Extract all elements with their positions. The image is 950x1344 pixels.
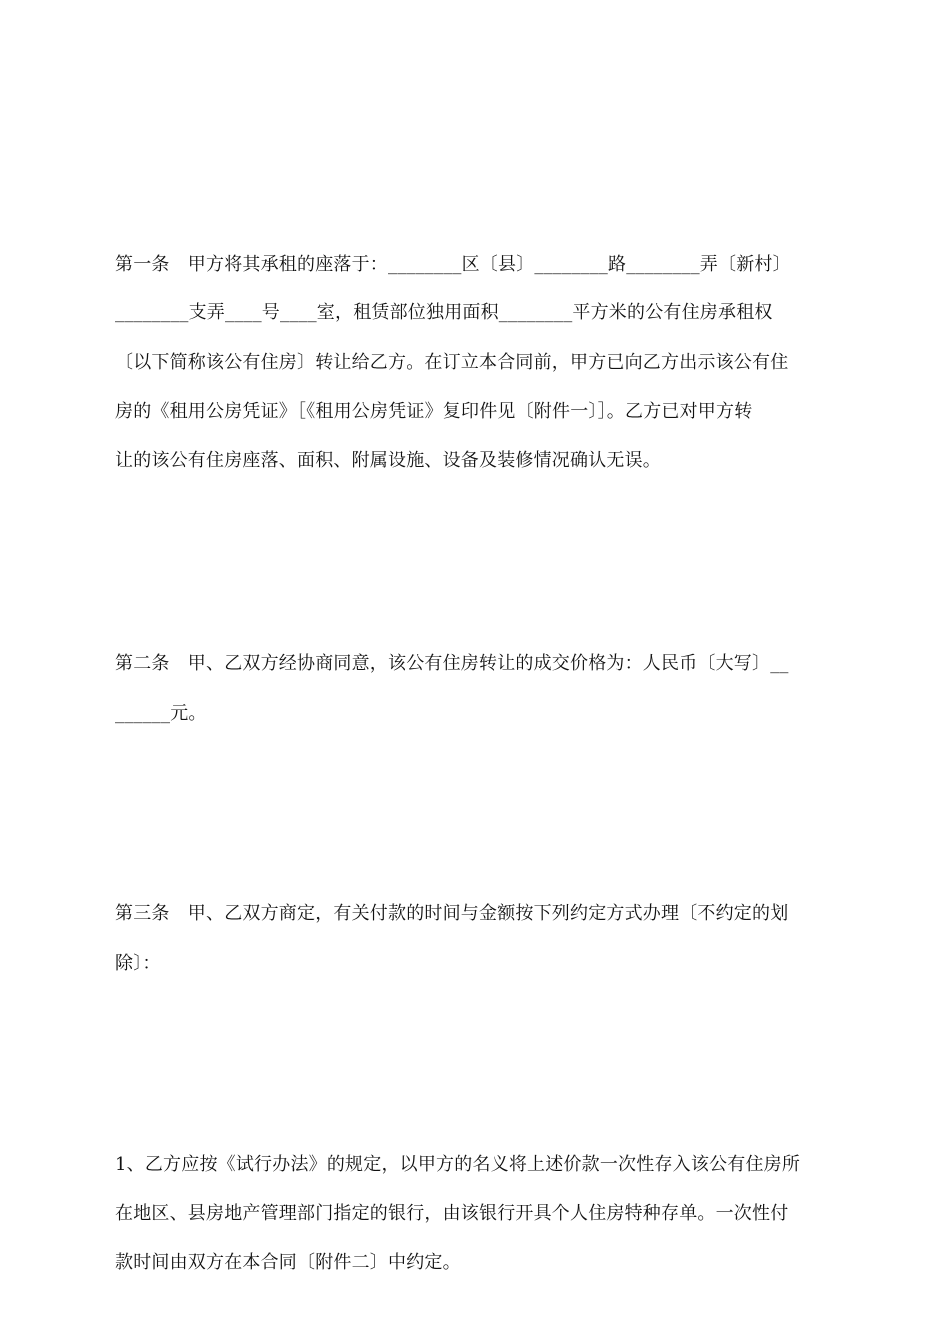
article-1-line-1: 第一条 甲方将其承租的座落于：________区〔县〕________路________弄〔新村〕: [115, 254, 791, 275]
article-2-line-2: ______元。: [115, 703, 207, 724]
article-2-line-1: 第二条 甲、乙双方经协商同意，该公有住房转让的成交价格为：人民币〔大写〕__: [115, 653, 789, 674]
clause-1-line-1: 1、乙方应按《试行办法》的规定，以甲方的名义将上述价款一次性存入该公有住房所: [115, 1154, 801, 1175]
article-1-line-4: 房的《租用公房凭证》［《租用公房凭证》复印件见〔附件一〕］。乙方已对甲方转: [115, 401, 753, 422]
article-1-line-5: 让的该公有住房座落、面积、附属设施、设备及装修情况确认无误。: [115, 450, 661, 471]
article-1-line-2: ________支弄____号____室，租赁部位独用面积________平方米的公有住房承租权: [115, 302, 773, 323]
clause-1-line-2: 在地区、县房地产管理部门指定的银行，由该银行开具个人住房特种存单。一次性付: [115, 1203, 789, 1224]
article-3-line-2: 除〕：: [115, 953, 161, 974]
article-3-line-1: 第三条 甲、乙双方商定，有关付款的时间与金额按下列约定方式办理〔不约定的划: [115, 903, 789, 924]
clause-1-line-3: 款时间由双方在本合同〔附件二〕中约定。: [115, 1252, 461, 1273]
article-1-line-3: 〔以下简称该公有住房〕转让给乙方。在订立本合同前，甲方已向乙方出示该公有住: [115, 352, 789, 373]
